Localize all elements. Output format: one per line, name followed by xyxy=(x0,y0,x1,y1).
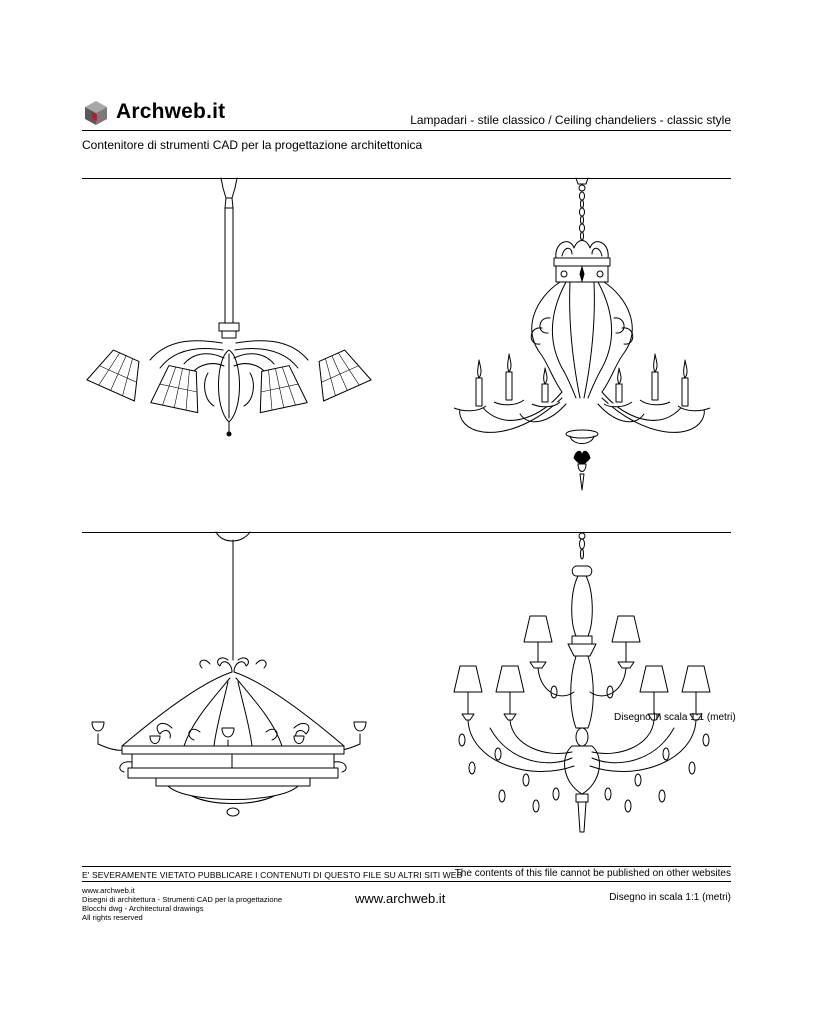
chandelier-candle-crown-drawing xyxy=(450,178,730,498)
footer-line-site: www.archweb.it xyxy=(82,886,135,895)
page-subtitle: Contenitore di strumenti CAD per la progettazione architettonica xyxy=(82,138,423,152)
copyright-warning-italian: E' SEVERAMENTE VIETATO PUBBLICARE I CONTENUTI DI QUESTO FILE SU ALTRI SITI WEB xyxy=(82,870,463,880)
chandelier-tulip-shades-drawing xyxy=(82,178,402,478)
footer-line-description: Disegni di architettura - Strumenti CAD per la progettazione xyxy=(82,895,283,904)
footer-line-blocks: Blocchi dwg - Architectural drawings xyxy=(82,904,204,913)
footer-line-rights: All rights reserved xyxy=(82,913,143,922)
chandelier-two-tier-shades-drawing xyxy=(450,532,730,852)
header-rule xyxy=(82,130,731,131)
page-title: Lampadari - stile classico / Ceiling chandeliers - classic style xyxy=(410,113,731,127)
scale-note-drawing: Disegno in scala 1:1 (metri) xyxy=(614,712,736,723)
copyright-warning-english: The contents of this file cannot be published on other websites xyxy=(454,868,731,879)
brand-name: Archweb.it xyxy=(116,100,226,123)
chandelier-bowl-scrolls-drawing xyxy=(82,532,402,832)
footer-scale-note: Disegno in scala 1:1 (metri) xyxy=(609,892,731,903)
footer-website-link[interactable]: www.archweb.it xyxy=(355,891,446,906)
footer-info xyxy=(82,886,282,922)
footer-top-rule xyxy=(82,866,731,867)
footer-bottom-rule xyxy=(82,881,731,882)
archweb-logo-icon xyxy=(84,100,108,126)
